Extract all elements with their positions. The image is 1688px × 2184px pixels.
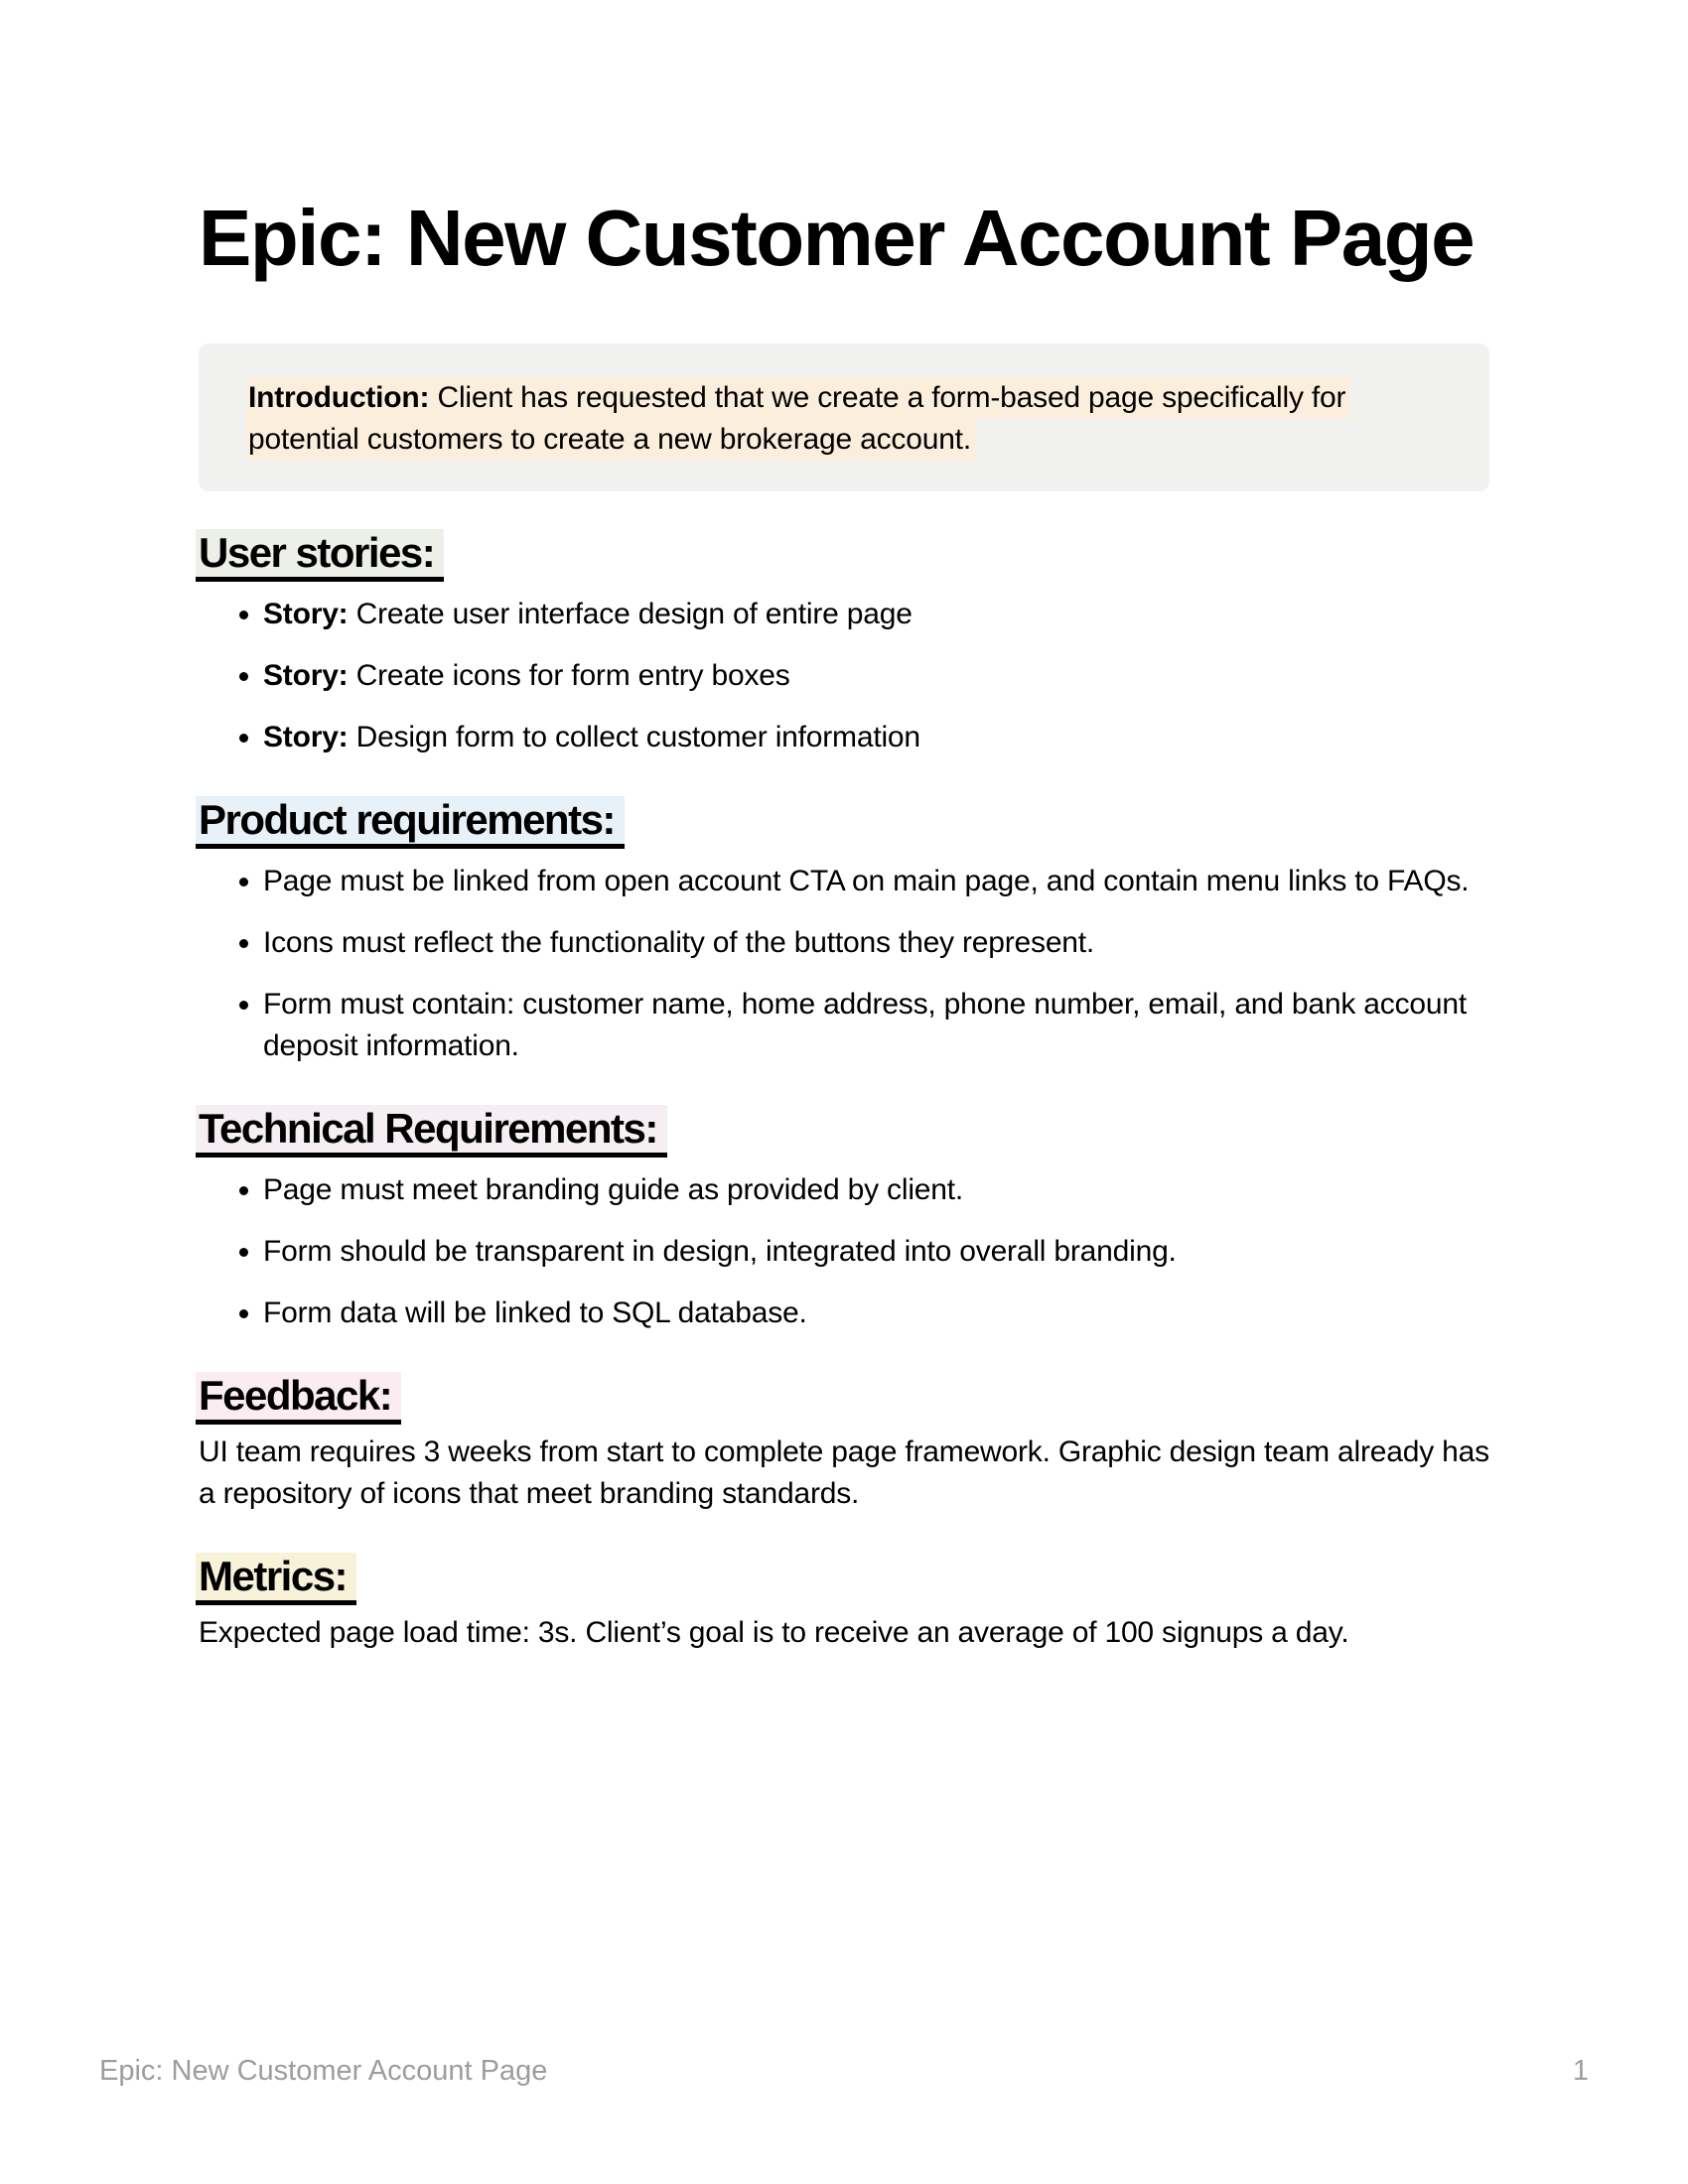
story-label: Story: bbox=[263, 598, 349, 630]
section-heading-feedback-text: Feedback: bbox=[196, 1372, 401, 1425]
introduction-label: Introduction: bbox=[248, 381, 430, 414]
product-requirements-list bbox=[199, 861, 1489, 1067]
section-heading-product-requirements-text: Product requirements: bbox=[196, 796, 625, 849]
user-stories-list bbox=[199, 594, 1489, 758]
introduction-callout bbox=[199, 343, 1489, 491]
list-item bbox=[263, 655, 1489, 697]
list-item: • Page must be linked from open account CTA on main page, and contain menu links to FAQs. bbox=[263, 861, 1489, 902]
introduction-paragraph bbox=[246, 377, 1446, 461]
page-footer bbox=[99, 2057, 1589, 2086]
introduction-highlight bbox=[246, 377, 1349, 461]
list-item bbox=[263, 717, 1489, 758]
page-title: Epic: New Customer Account Page bbox=[199, 194, 1475, 282]
story-text: Create icons for form entry boxes bbox=[348, 659, 790, 692]
list-item: • Page must meet branding guide as provided by client. bbox=[263, 1169, 1489, 1211]
section-heading-technical-requirements bbox=[199, 1105, 1489, 1158]
feedback-paragraph: UI team requires 3 weeks from start to complete page framework. Graphic design team already has a repository of icons that meet branding standards. bbox=[199, 1435, 1489, 1510]
story-text: Design form to collect customer information bbox=[348, 721, 920, 753]
section-heading-user-stories-text: User stories: bbox=[196, 529, 444, 582]
list-item: • Icons must reflect the functionality of the buttons they represent. bbox=[263, 922, 1489, 964]
technical-requirements-list bbox=[199, 1169, 1489, 1334]
list-item: • Form must contain: customer name, home address, phone number, email, and bank account deposit information. bbox=[263, 984, 1489, 1067]
story-text: Create user interface design of entire page bbox=[348, 598, 913, 630]
section-heading-technical-requirements-text: Technical Requirements: bbox=[196, 1105, 667, 1158]
story-label: Story: bbox=[263, 721, 349, 753]
section-heading-product-requirements bbox=[199, 796, 1489, 849]
list-item: • Form data will be linked to SQL database. bbox=[263, 1293, 1489, 1334]
metrics-paragraph: Expected page load time: 3s. Client’s goal is to receive an average of 100 signups a day. bbox=[199, 1616, 1349, 1649]
footer-document-title: Epic: New Customer Account Page bbox=[99, 2055, 548, 2087]
story-label: Story: bbox=[263, 659, 349, 692]
document-page bbox=[199, 0, 1489, 1654]
section-heading-metrics-text: Metrics: bbox=[196, 1553, 356, 1605]
section-heading-user-stories bbox=[199, 529, 1489, 582]
list-item: • Form should be transparent in design, integrated into overall branding. bbox=[263, 1231, 1489, 1273]
section-heading-feedback bbox=[199, 1372, 1489, 1425]
introduction-text: Client has requested that we create a form-based page specifically for potential customers to create a new brokerage account. bbox=[248, 381, 1346, 456]
list-item bbox=[263, 594, 1489, 635]
footer-page-number: 1 bbox=[1572, 2055, 1589, 2087]
section-heading-metrics bbox=[199, 1553, 1489, 1605]
